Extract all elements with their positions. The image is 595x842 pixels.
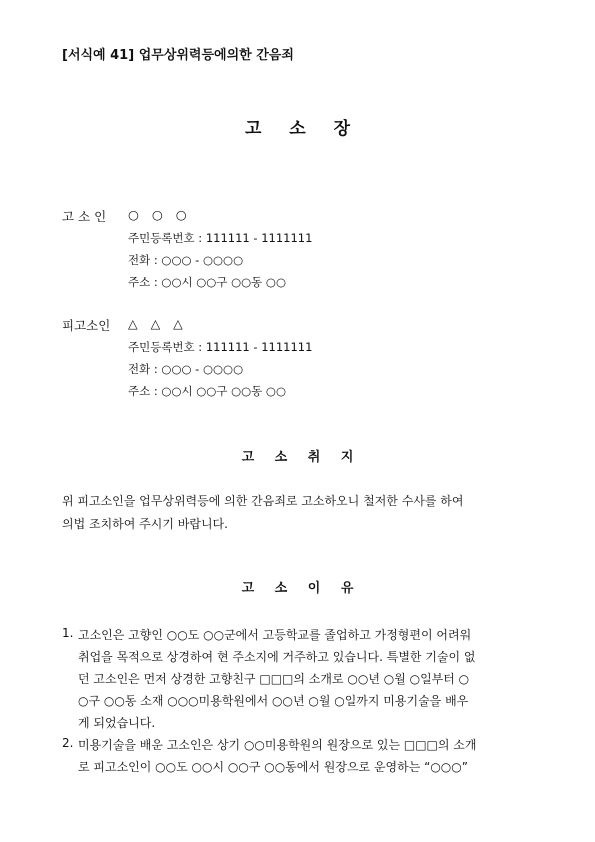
complainant-phone: 전화 : ○○○ - ○○○○ <box>128 253 244 267</box>
purpose-line: 위 피고소인을 업무상위력등에 의한 간음죄로 고소하오니 철저한 수사를 하여 <box>62 494 464 508</box>
complainant-address: 주소 : ○○시 ○○구 ○○동 ○○ <box>128 275 286 289</box>
document-title: 고 소 장 <box>244 119 351 139</box>
accused-id-number: 주민등록번호 : 111111 - 1111111 <box>128 340 313 354</box>
reason-item-line: 미용기술을 배운 고소인은 상기 ○○미용학원의 원장으로 있는 □□□의 소개 <box>78 738 477 752</box>
reason-item-line: 던 고소인은 먼저 상경한 고향친구 □□□의 소개로 ○○년 ○월 ○일부터 ○ <box>78 672 470 686</box>
accused-role-label: 피고소인 <box>62 318 111 333</box>
reason-item-line: ○구 ○○동 소재 ○○○미용학원에서 ○○년 ○월 ○일까지 미용기술을 배우 <box>78 694 469 708</box>
reason-item-number: 2. <box>62 736 74 750</box>
accused-address: 주소 : ○○시 ○○구 ○○동 ○○ <box>128 384 286 398</box>
reason-item-line: 고소인은 고향인 ○○도 ○○군에서 고등학교를 졸업하고 가정형편이 어려워 <box>78 628 472 642</box>
purpose-line: 의법 조치하여 주시기 바랍니다. <box>62 517 228 531</box>
complainant-id-number: 주민등록번호 : 111111 - 1111111 <box>128 231 313 245</box>
purpose-heading: 고 소 취 지 <box>241 450 354 465</box>
reason-item-line: 게 되었습니다. <box>78 716 156 730</box>
form-label: [서식예 41] 업무상위력등에의한 간음죄 <box>62 48 294 63</box>
accused-phone: 전화 : ○○○ - ○○○○ <box>128 362 244 376</box>
complainant-role-label: 고 소 인 <box>62 209 107 224</box>
reason-item-number: 1. <box>62 626 74 640</box>
reason-item-line: 취업을 목적으로 상경하여 현 주소지에 거주하고 있습니다. 특별한 기술이 없 <box>78 650 476 664</box>
reasons-heading: 고 소 이 유 <box>241 581 354 596</box>
complainant-name: ○ ○ ○ <box>128 207 187 222</box>
reason-item-line: 로 피고소인이 ○○도 ○○시 ○○구 ○○동에서 원장으로 운영하는 “○○○” <box>78 760 468 774</box>
accused-name: △ △ △ <box>128 316 183 331</box>
